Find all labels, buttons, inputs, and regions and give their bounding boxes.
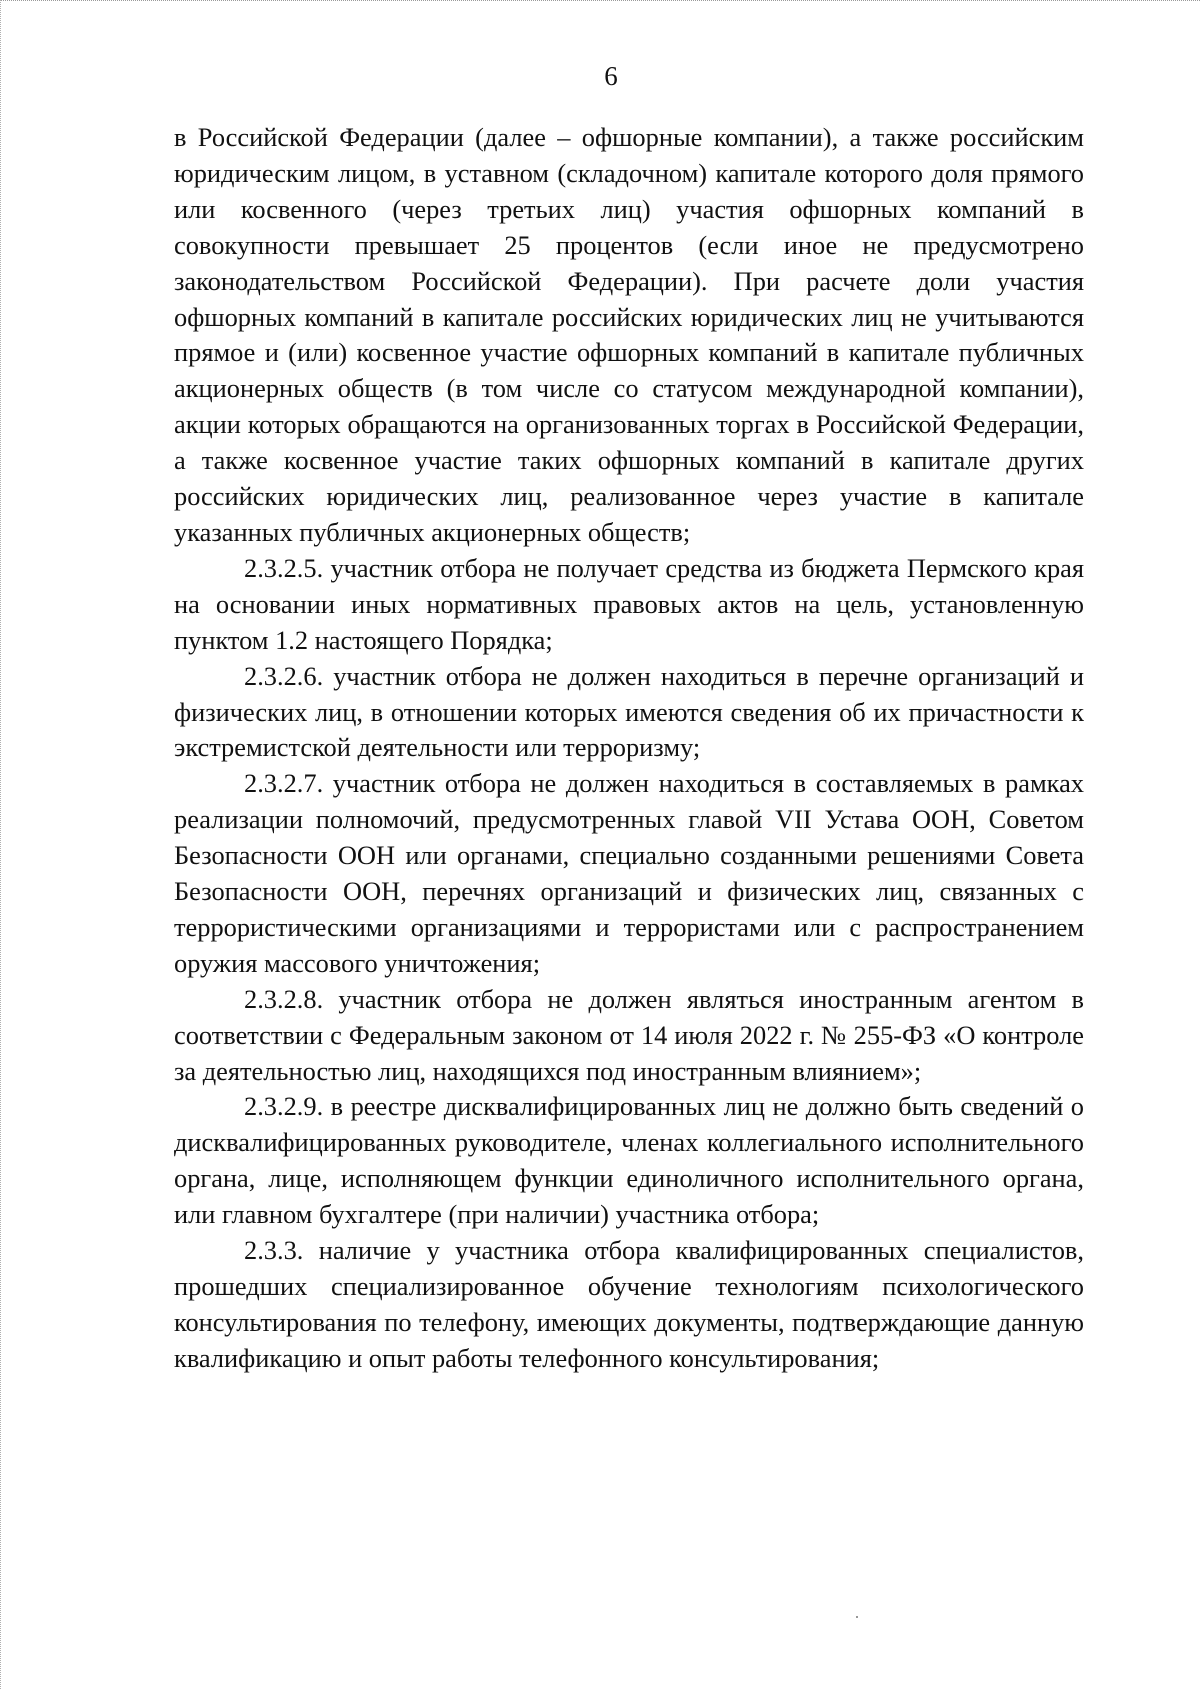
page-number: 6 [604,61,618,91]
paragraph-2-3-2-6: 2.3.2.6. участник отбора не должен находиться в перечне организаций и физических лиц, в отношении которых имеются сведения об их причастности к экстремистской деятельности или терроризму; [174,660,1084,763]
paragraph-2-3-2-8: 2.3.2.8. участник отбора не должен являться иностранным агентом в соответствии с Федеральным законом от 14 июля 2022 г. № 255-ФЗ «О контроле за деятельностью лиц, находящихся под иностранным влиянием»; [174,983,1084,1086]
paragraph-2-3-2-7: 2.3.2.7. участник отбора не должен находиться в составляемых в рамках реализации полномочий, предусмотренных главой VII Устава ООН, Советом Безопасности ООН или органами, специально созданными решениями Совета Безопасности ООН, перечнях организаций и физических лиц, связанных с террористическими организациями и террористами или с распространением оружия массового уничтожения; [174,768,1084,978]
paragraph-2-3-2-9: 2.3.2.9. в реестре дисквалифицированных лиц не должно быть сведений о дисквалифицированных руководителе, членах коллегиального исполнительного органа, лице, исполняющем функции единоличного исполнительного органа, или главном бухгалтере (при наличии) участника отбора; [174,1091,1084,1230]
paragraph-2-3-2-5: 2.3.2.5. участник отбора не получает средства из бюджета Пермского края на основании иных нормативных правовых актов на цель, установленную пунктом 1.2 настоящего Порядка; [174,552,1084,655]
scan-edge-top [0,0,1200,3]
document-body [174,120,1084,1377]
scan-speck [856,1616,858,1618]
scan-edge-left [0,0,3,1689]
paragraph-continuation: в Российской Федерации (далее – офшорные компании), а также российским юридическим лицом, в уставном (складочном) капитале которого доля прямого или косвенного (через третьих лиц) участия офшорных компаний в совокупности превышает 25 процентов (если иное не предусмотрено законодательством Российской Федерации). При расчете доли участия офшорных компаний в капитале российских юридических лиц не учитываются прямое и (или) косвенное участие офшорных компаний в капитале публичных акционерных обществ (в том числе со статусом международной компании), акции которых обращаются на организованных торгах в Российской Федерации, а также косвенное участие таких офшорных компаний в капитале других российских юридических лиц, реализованное через участие в капитале указанных публичных акционерных обществ; [174,122,1084,547]
paragraph-2-3-3: 2.3.3. наличие у участника отбора квалифицированных специалистов, прошедших специализированное обучение технологиям психологического консультирования по телефону, имеющих документы, подтверждающие данную квалификацию и опыт работы телефонного консультирования; [174,1235,1084,1373]
